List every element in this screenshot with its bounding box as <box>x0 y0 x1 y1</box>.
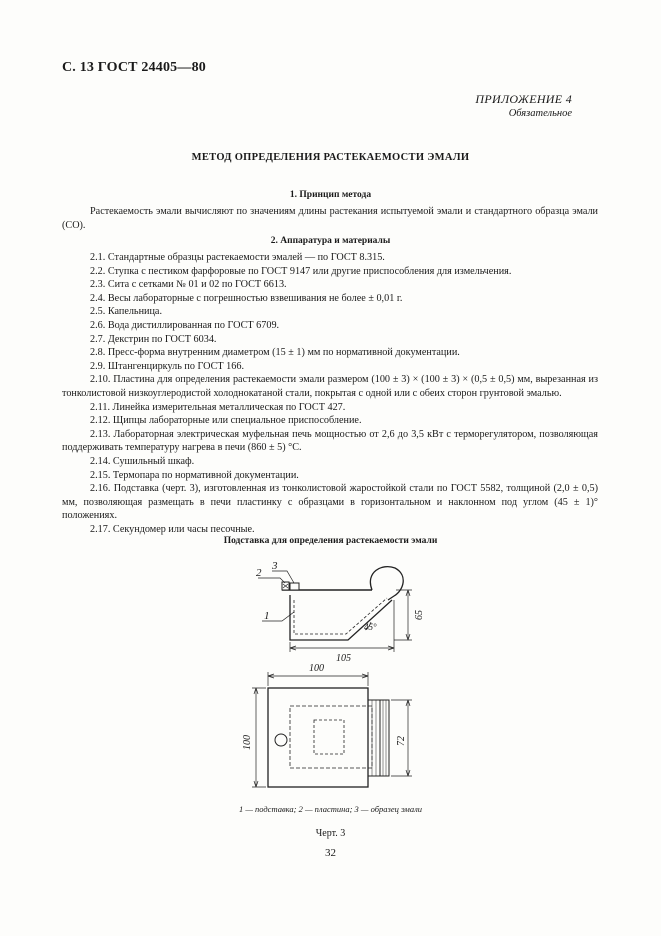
list-item: 2.12. Щипцы лабораторные или специальное приспособление. <box>90 415 362 427</box>
list-item: 2.14. Сушильный шкаф. <box>90 455 195 467</box>
dim-top-height: 100 <box>242 735 253 750</box>
list-item: 2.11. Линейка измерительная металлическая по ГОСТ 427. <box>90 401 346 413</box>
list-item: 2.16. Подставка (черт. 3), изготовленная из тонколистовой жаростойкой стали по ГОСТ 5582, толщиной (2,0 ± 0,5) мм, позволяющая размещать в печи пластинку с образцами в горизонтальном и наклонном под углом (45 ± 1)° положениях. <box>62 483 598 522</box>
page-header: С. 13 ГОСТ 24405—80 <box>62 60 206 75</box>
list-item: 2.17. Секундомер или часы песочные. <box>90 523 255 535</box>
list-item: 2.10. Пластина для определения растекаемости эмали размером (100 ± 3) × (100 ± 3) × (0,5 ± 0,5) мм, вырезанная из тонколистовой низкоуглеродистой холоднокатаной стали, покрытая с одной или с обеих сторон грунтовой эмалью. <box>62 374 598 399</box>
list-item: 2.7. Декстрин по ГОСТ 6034. <box>90 333 217 345</box>
appendix-status: Обязательное <box>508 108 572 119</box>
dimension-lines <box>252 672 412 787</box>
figure-caption: 1 — подставка; 2 — пластина; 3 — образец эмали <box>238 804 423 814</box>
stand-side-view <box>282 567 403 640</box>
document-title: МЕТОД ОПРЕДЕЛЕНИЯ РАСТЕКАЕМОСТИ ЭМАЛИ <box>191 152 470 163</box>
dim-top-width: 100 <box>309 663 324 674</box>
list-item: 2.6. Вода дистиллированная по ГОСТ 6709. <box>90 319 280 331</box>
dim-side-height: 65 <box>414 610 425 620</box>
stand-top-view <box>268 688 389 787</box>
list-item: 2.3. Сита с сетками № 01 и 02 по ГОСТ 6613. <box>90 279 287 291</box>
list-item: 2.2. Ступка с пестиком фарфоровые по ГОСТ 9147 или другие приспособления для измельчения. <box>90 265 512 277</box>
section-1-heading: 1. Принцип метода <box>289 190 372 200</box>
list-item: 2.9. Штангенциркуль по ГОСТ 166. <box>90 360 245 372</box>
section-2-heading: 2. Аппаратура и материалы <box>270 236 391 246</box>
dim-angle: 45° <box>364 622 377 632</box>
list-item: 2.13. Лабораторная электрическая муфельная печь мощностью от 2,6 до 3,5 кВт с терморегулятором, позволяющая поддерживать температуру нагрева в печи (860 ± 5) °С. <box>62 428 598 454</box>
list-item: 2.4. Весы лабораторные с погрешностью взвешивания не более ± 0,01 г. <box>90 292 403 304</box>
dimension-lines <box>290 590 412 652</box>
label-1: 1 <box>264 610 270 622</box>
list-item: 2.8. Пресс-форма внутренним диаметром (15 ± 1) мм по нормативной документации. <box>90 347 460 359</box>
dim-plate-height: 72 <box>396 736 407 746</box>
list-item: 2.5. Капельница. <box>90 306 163 318</box>
paragraph: Растекаемость эмали вычисляют по значениям длины растекания испытуемой эмали и стандартного образца эмали (СО). <box>62 206 598 231</box>
appendix-label: ПРИЛОЖЕНИЕ 4 <box>475 92 572 106</box>
figure-number: Черт. 3 <box>315 828 346 839</box>
list-item: 2.15. Термопара по нормативной документации. <box>90 469 299 481</box>
label-2: 2 <box>256 567 262 579</box>
label-3: 3 <box>272 560 278 572</box>
list-item: 2.1. Стандартные образцы растекаемости эмалей — по ГОСТ 8.315. <box>90 252 385 263</box>
dim-side-length: 105 <box>336 653 351 664</box>
figure-title: Подставка для определения растекаемости эмали <box>223 536 438 546</box>
page-number: 32 <box>325 847 336 859</box>
